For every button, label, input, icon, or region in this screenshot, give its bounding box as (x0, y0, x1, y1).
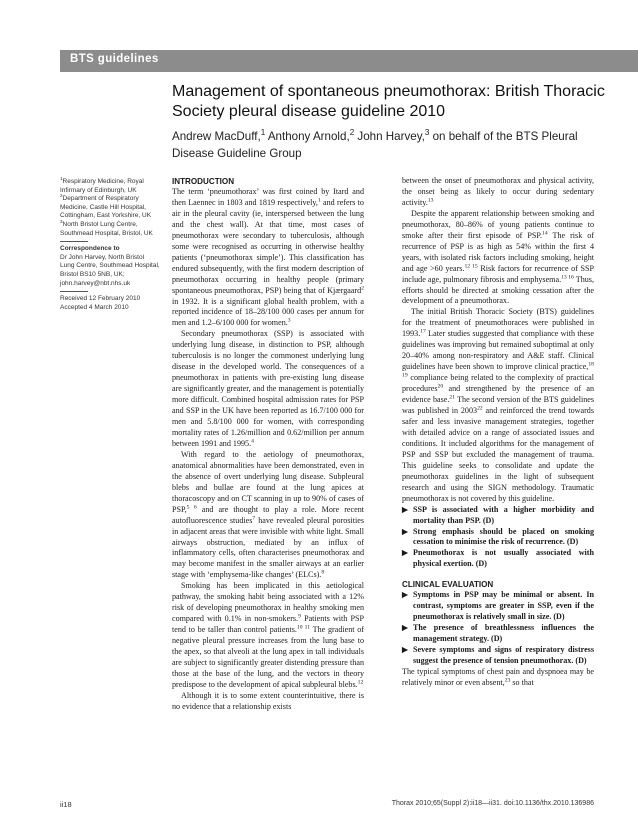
reference-marker[interactable]: 4 (251, 438, 254, 445)
author-list (172, 128, 612, 162)
section-heading: INTRODUCTION (172, 177, 235, 186)
paragraph: The term ‘pneumothorax’ was first coined by Itard and then Laennec in 1803 and 1819 respectively,$^1$ and refers to air in the pleural cavity (ie, interspersed between the lung and the chest wall). At that time, most cases of pneumothorax were secondary to tuberculosis, although some were recognised as occurring in otherwise healthy patients (‘pneumothorax simple’). This classification has endured subsequently, with the first modern description of pneumothorax occurring in healthy people (primary spontaneous pneumothorax, PSP) being that of Kjærgaard$^2$ in 1932. It is a significant global health problem, with a reported incidence of 18–28/100 000 cases per annum for men and 1.2–6/100 000 for women.$^3$ (172, 187, 364, 328)
triangle-bullet-icon: ▶ (402, 504, 408, 514)
reference-marker[interactable]: 18 19 (402, 361, 594, 379)
article-title: Management of spontaneous pneumothorax: British Thoracic Society pleural disease guideline 2010 (172, 83, 605, 120)
author-name[interactable]: John Harvey, (354, 130, 425, 143)
correspondence-text[interactable]: Dr John Harvey, North Bristol Lung Centre, Southmead Hospital, Bristol BS10 5NB, UK; john.harvey@nbt.nhs.uk (60, 253, 160, 287)
accepted-date: Accepted 4 March 2010 (60, 303, 129, 311)
author-name[interactable]: Anthony Arnold, (265, 130, 350, 143)
recommendation-item: ▶ Symptoms in PSP may be minimal or absent. In contrast, symptoms are greater in SSP, even if the pneumothorax is relatively small in size. (D) (402, 590, 594, 622)
reference-marker[interactable]: 13 (427, 197, 434, 204)
page-number: ii18 (60, 800, 72, 809)
affiliation-item (60, 195, 160, 221)
recommendation-item: ▶ The presence of breathlessness influences the management strategy. (D) (402, 623, 594, 644)
reference-marker[interactable]: 5 6 (186, 503, 197, 510)
paragraph: Although it is to some extent counterintuitive, there is no evidence that a relationship exists (172, 690, 364, 711)
author-name[interactable]: Andrew MacDuff, (172, 130, 261, 143)
banner-label: BTS guidelines (70, 53, 159, 65)
affiliation-text: Respiratory Medicine, Royal Infirmary of Edinburgh, UK (60, 178, 144, 194)
triangle-bullet-icon: ▶ (402, 645, 408, 655)
reference-marker[interactable]: 10 11 (296, 624, 311, 631)
reference-marker[interactable]: 23 (504, 677, 511, 684)
affiliation-number: 3 (60, 218, 63, 224)
affiliation-item (60, 175, 160, 195)
affiliation-item (60, 218, 160, 238)
journal-citation[interactable]: Thorax 2010;65(Suppl 2):ii18—ii31. doi:10.1136/thx.2010.136986 (391, 800, 594, 807)
recommendation-list (402, 590, 594, 667)
triangle-bullet-icon: ▶ (402, 590, 408, 600)
paragraph: The initial British Thoracic Society (BTS) guidelines for the treatment of pneumothoraces were published in 1993.17 Later studies suggested that compliance with these guidelines was improving but remained suboptimal at only 20–40% among non-respiratory and A&E staff. Clinical guidelines have been shown to improve clinical practice,$^{18 19}$ compliance being related to the complexity of practical procedures$^{20}$ and strengthened by the presence of an evidence base.$^{21}$ The second version of the BTS guidelines was published in 2003$^{22}$ and reinforced the trend towards safer and less invasive management strategies, together with detailed advice on a range of associated issues and conditions. It included algorithms for the management of PSP and SSP but excluded the management of trauma. This guideline seeks to consolidate and update the pneumothorax guidelines in the light of subsequent research and using the SIGN methodology. Traumatic pneumothorax is not covered by this guideline. (402, 307, 594, 503)
body-column-right (402, 176, 594, 689)
recommendation-item: ▶ Strong emphasis should be placed on smoking cessation to minimise the risk of recurrence. (D) (402, 526, 594, 547)
affiliation-number: 1 (60, 175, 63, 181)
divider (60, 291, 88, 292)
reference-marker[interactable]: 1 (317, 197, 321, 204)
affiliation-marker: 1 (260, 128, 266, 138)
triangle-bullet-icon: ▶ (402, 548, 408, 558)
recommendation-item: ▶ SSP is associated with a higher morbidity and mortality than PSP. (D) (402, 504, 594, 525)
reference-marker[interactable]: 8 (321, 569, 325, 576)
affiliation-marker: 3 (424, 128, 430, 138)
affiliations-sidebar (60, 175, 160, 312)
triangle-bullet-icon: ▶ (402, 623, 408, 633)
group-attribution: on behalf of the BTS Pleural Disease Guideline Group (172, 130, 578, 160)
triangle-bullet-icon: ▶ (402, 526, 408, 536)
correspondence-label: Correspondence to (60, 245, 120, 253)
affiliation-text: North Bristol Lung Centre, Southmead Hospital, Bristol, UK (60, 220, 153, 237)
reference-marker[interactable]: 17 (420, 328, 426, 335)
reference-marker[interactable]: 3 (287, 317, 291, 324)
recommendation-item: ▶ Pneumothorax is not usually associated with physical exertion. (D) (402, 548, 594, 569)
received-date: Received 12 February 2010 (60, 295, 141, 303)
divider (60, 241, 88, 242)
section-banner (60, 50, 638, 72)
affiliation-number: 2 (60, 193, 63, 199)
reference-marker[interactable]: 13 16 (561, 273, 574, 280)
paragraph: between the onset of pneumothorax and physical activity, the onset being as likely to occur during sedentary activity.$^{13}$ (402, 176, 594, 207)
paragraph: With regard to the aetiology of pneumothorax, anatomical abnormalities have been demonstrated, even in the absence of overt underlying lung disease. Subpleural blebs and bullae are found at the lung apices at thoracoscopy and on CT scanning in up to 90% of cases of PSP,$^{5 6}$ and are thought to play a role. More recent autofluorescence studies$^7$ have revealed pleural porosities in adjacent areas that were invisible with white light. Small airways obstruction, mediated by an influx of inflammatory cells, often characterises pneumothorax and may become manifest in the smaller airways at an earlier stage with ‘emphysema-like changes’ (ELCs).$^8$ (172, 449, 364, 580)
reference-marker[interactable]: 7 (252, 514, 256, 521)
paragraph: Secondary pneumothorax (SSP) is associated with underlying lung disease, in distinction to PSP, although tuberculosis is no longer the commonest underlying lung disease in the developed world. The consequences of a pneumothorax in patients with pre-existing lung disease are significantly greater, and the management is potentially more difficult. Combined hospital admission rates for PSP and SSP in the UK have been reported as 16.7/100 000 for men and 5.8/100 000 for women, with corresponding mortality rates of 1.26/million and 0.62/million per annum between 1991 and 1995.$^4$ (172, 329, 364, 448)
paragraph: Despite the apparent relationship between smoking and pneumothorax, 80–86% of young patients continue to smoke after their first episode of PSP.$^{14}$ The risk of recurrence of PSP is as high as 54% within the first 4 years, with isolated risk factors including smoking, height and age >60 years.$^{12 15}$ Risk factors for recurrence of SSP include age, pulmonary fibrosis and emphysema.$^{13 16}$ Thus, efforts should be directed at smoking cessation after the development of a pneumothorax. (402, 208, 595, 306)
reference-marker[interactable]: 22 (477, 405, 483, 412)
affiliation-text: Department of Respiratory Medicine, Castle Hill Hospital, Cottingham, East Yorkshire, UK (60, 195, 152, 220)
reference-marker[interactable]: 20 (437, 383, 444, 390)
reference-marker[interactable]: 2 (361, 284, 364, 291)
reference-marker[interactable]: 12 (357, 679, 364, 686)
section-heading: CLINICAL EVALUATION (402, 580, 494, 590)
affiliation-marker: 2 (349, 128, 355, 138)
reference-marker[interactable]: 12 15 (464, 262, 478, 269)
paragraph: Smoking has been implicated in this aetiological pathway, the smoking habit being associated with a 12% risk of developing pneumothorax in healthy smoking men compared with 0.1% in non-smokers.$^9$ Patients with PSP tend to be taller than control patients.$^{10 11}$ The gradient of negative pleural pressure increases from the lung base to the apex, so that alveoli at the lung apex in tall individuals are subject to significantly greater distending pressure than those at the base of the lung, and the vectors in theory predispose to the development of apical subpleural blebs.$^{12}$ (172, 581, 364, 689)
reference-marker[interactable]: 14 (542, 230, 548, 237)
reference-marker[interactable]: 21 (449, 394, 456, 401)
body-column-left (172, 176, 364, 713)
reference-marker[interactable]: 9 (298, 613, 301, 620)
recommendation-list (402, 505, 594, 571)
paragraph: The typical symptoms of chest pain and dyspnoea may be relatively minor or even absent,$^{23}$ so that (402, 666, 594, 687)
recommendation-item: ▶ Severe symptoms and signs of respiratory distress suggest the presence of tension pneumothorax. (D) (402, 645, 594, 666)
